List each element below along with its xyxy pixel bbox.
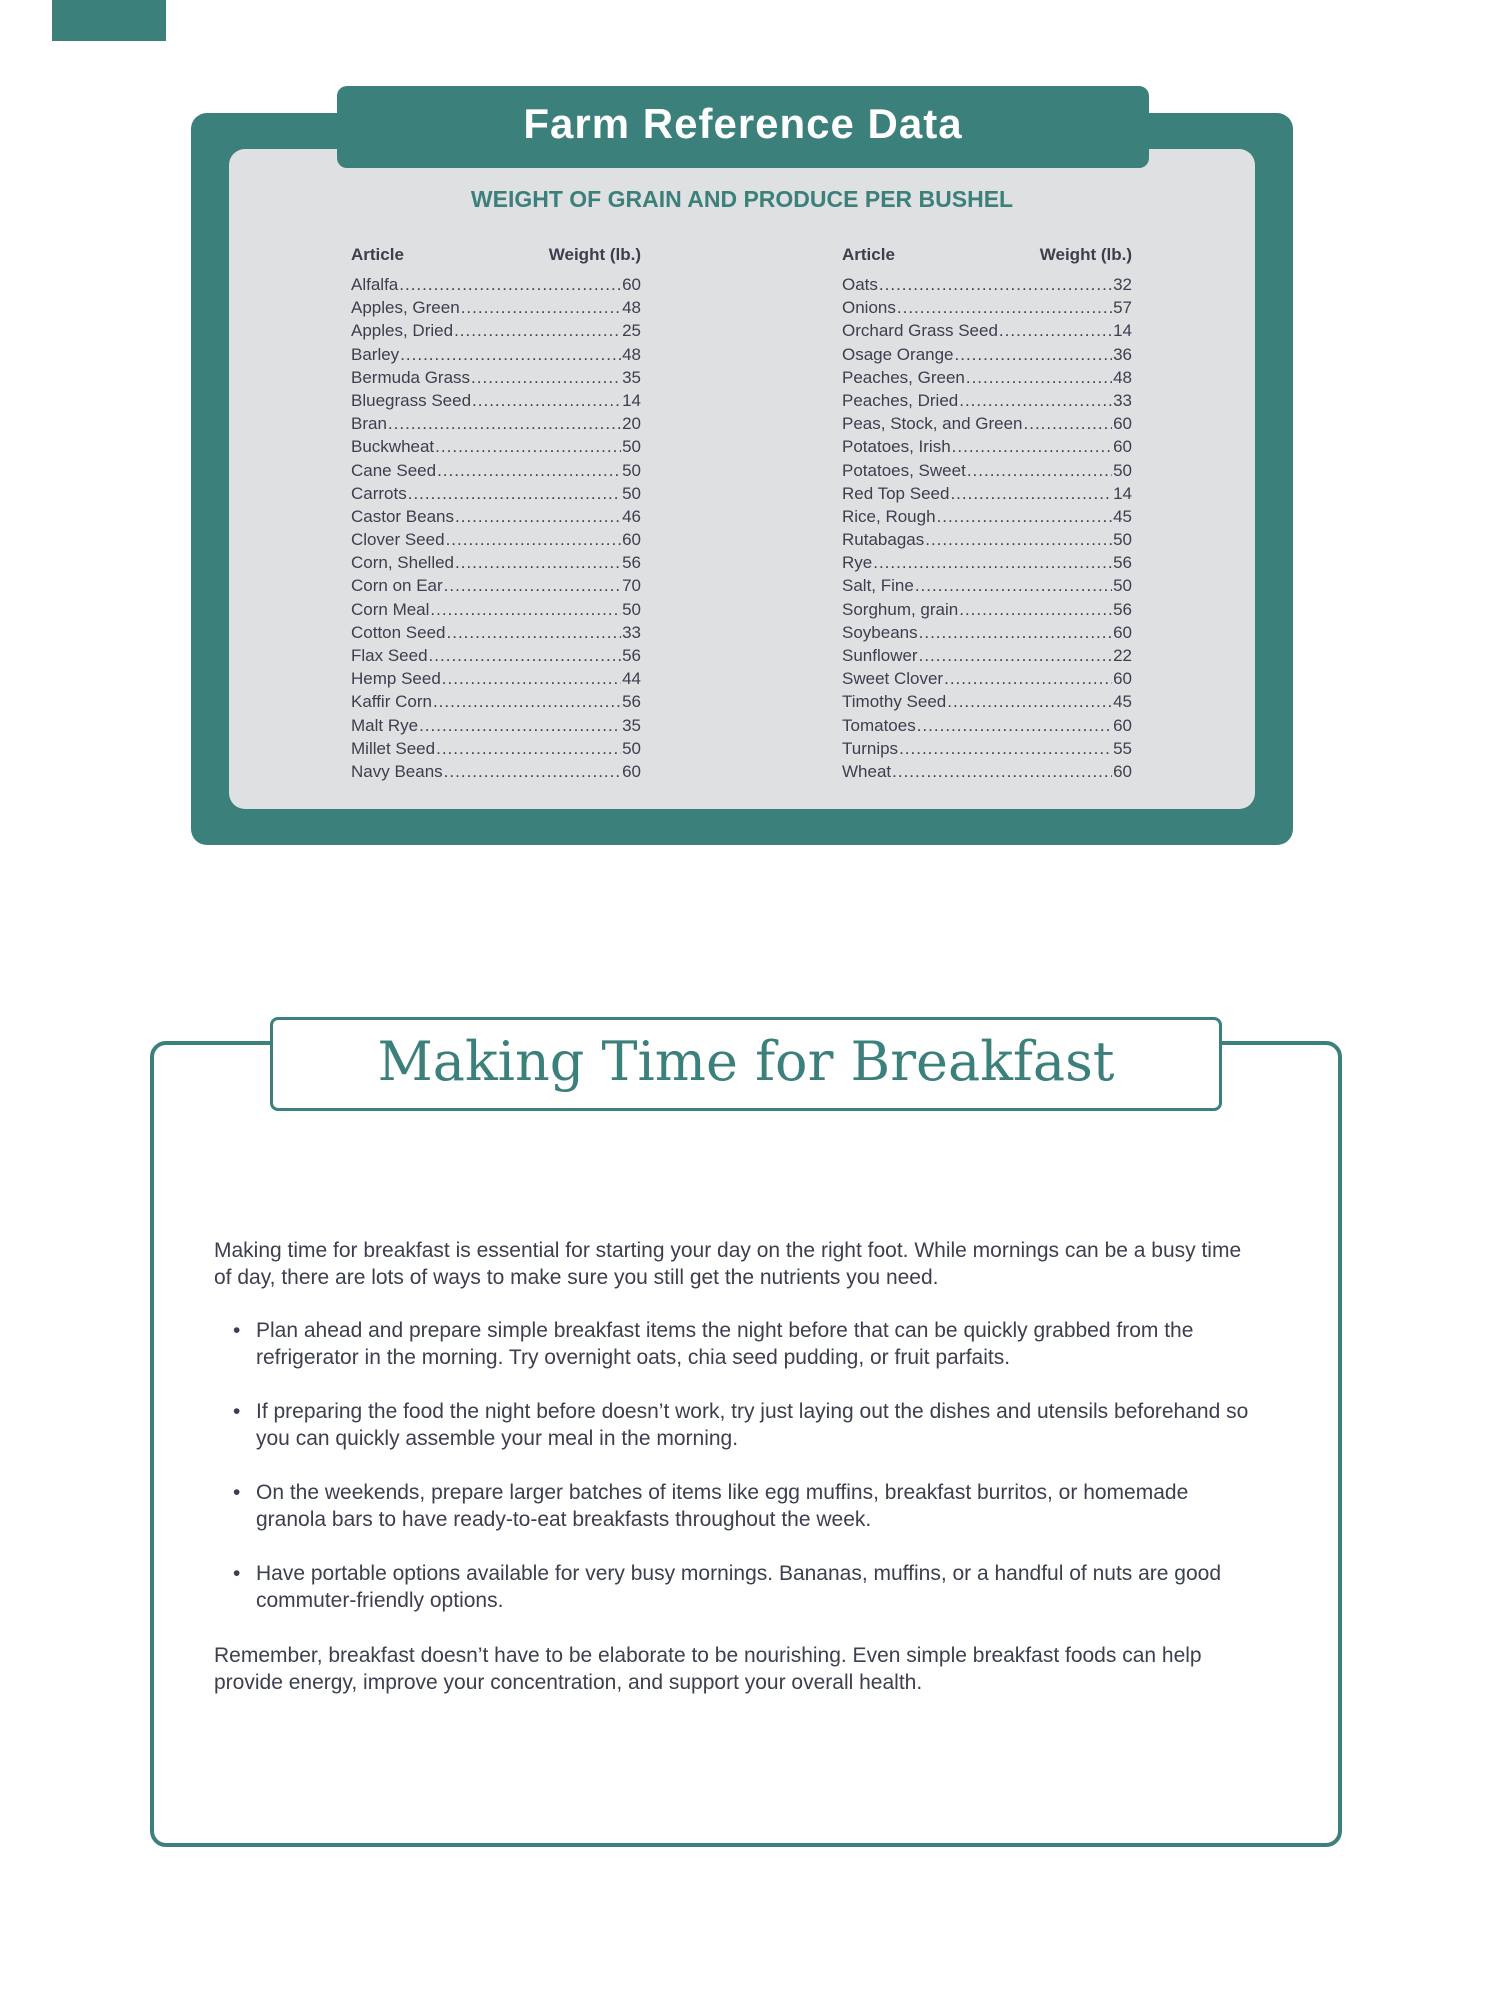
article-name: Rye xyxy=(842,553,873,573)
article-name: Orchard Grass Seed xyxy=(842,321,998,341)
list-item xyxy=(214,1317,1264,1371)
dot-leader xyxy=(435,437,621,457)
breakfast-body xyxy=(214,1237,1264,1696)
article-weight: 32 xyxy=(1113,275,1132,294)
article-name: Timothy Seed xyxy=(842,692,947,712)
article-weight: 36 xyxy=(1113,344,1132,364)
article-weight: 33 xyxy=(1113,390,1132,410)
article-weight: 60 xyxy=(622,275,641,294)
article-weight: 33 xyxy=(622,622,641,642)
breakfast-title-box xyxy=(270,1017,1222,1111)
article-name: Turnips xyxy=(842,738,899,758)
table-column-right xyxy=(842,245,1132,785)
bullet-icon: • xyxy=(233,1400,241,1423)
dot-leader xyxy=(899,739,1112,759)
article-name: Buckwheat xyxy=(351,437,435,457)
article-name: Osage Orange xyxy=(842,344,954,364)
table-row xyxy=(842,692,1132,715)
article-weight: 14 xyxy=(1113,483,1132,503)
article-weight: 55 xyxy=(1113,738,1132,758)
dot-leader xyxy=(399,275,621,295)
dot-leader xyxy=(408,484,621,504)
table-row xyxy=(842,321,1132,344)
dot-leader xyxy=(892,762,1112,782)
article-name: Bermuda Grass xyxy=(351,367,471,387)
article-weight: 14 xyxy=(1113,321,1132,341)
list-item-text: Have portable options available for very busy mornings. Bananas, muffins, or a handful of nuts are good commuter-friendly options. xyxy=(256,1562,1222,1612)
table-row xyxy=(842,762,1132,785)
article-name: Cane Seed xyxy=(351,460,437,480)
dot-leader xyxy=(436,739,621,759)
table-column-left xyxy=(351,245,641,785)
article-name: Tomatoes xyxy=(842,715,916,735)
table-row xyxy=(842,345,1132,368)
article-weight: 60 xyxy=(1113,437,1132,457)
dot-leader xyxy=(944,669,1112,689)
dot-leader xyxy=(419,716,621,736)
table-row xyxy=(351,692,641,715)
table-row xyxy=(351,414,641,437)
dot-leader xyxy=(437,461,621,481)
table-row xyxy=(351,762,641,785)
dot-leader xyxy=(455,507,621,527)
table-row xyxy=(351,739,641,762)
dot-leader xyxy=(400,345,621,365)
dot-leader xyxy=(442,669,621,689)
article-name: Peas, Stock, and Green xyxy=(842,414,1023,434)
article-name: Bluegrass Seed xyxy=(351,390,472,410)
dot-leader xyxy=(919,646,1112,666)
farm-subtitle: WEIGHT OF GRAIN AND PRODUCE PER BUSHEL xyxy=(470,186,1014,212)
dot-leader xyxy=(967,461,1112,481)
article-weight: 50 xyxy=(622,437,641,457)
article-name: Hemp Seed xyxy=(351,669,441,689)
article-weight: 35 xyxy=(622,367,641,387)
table-row xyxy=(842,275,1132,298)
dot-leader xyxy=(433,692,621,712)
article-name: Peaches, Green xyxy=(842,367,965,387)
article-weight: 45 xyxy=(1113,506,1132,526)
article-name: Soybeans xyxy=(842,622,918,642)
article-name: Corn on Ear xyxy=(351,576,443,596)
table-row xyxy=(351,368,641,391)
article-weight: 70 xyxy=(622,576,641,596)
article-weight: 46 xyxy=(622,506,641,526)
table-row xyxy=(842,507,1132,530)
table-row xyxy=(842,391,1132,414)
article-name: Apples, Green xyxy=(351,298,460,318)
bullet-icon: • xyxy=(233,1319,241,1342)
article-weight: 56 xyxy=(1113,599,1132,619)
article-name: Corn Meal xyxy=(351,599,430,619)
article-name: Onions xyxy=(842,298,896,318)
article-weight: 56 xyxy=(622,692,641,712)
article-name: Barley xyxy=(351,344,400,364)
dot-leader xyxy=(429,646,622,666)
article-name: Sweet Clover xyxy=(842,669,944,689)
article-weight: 57 xyxy=(1113,298,1132,318)
table-row xyxy=(842,576,1132,599)
dot-leader xyxy=(454,321,621,341)
table-row xyxy=(351,298,641,321)
table-row xyxy=(351,275,641,298)
article-name: Salt, Fine xyxy=(842,576,914,596)
dot-leader xyxy=(461,298,621,318)
article-name: Potatoes, Sweet xyxy=(842,460,966,480)
dot-leader xyxy=(1024,414,1113,434)
column-header xyxy=(351,245,641,267)
article-weight: 60 xyxy=(1113,669,1132,689)
article-weight: 48 xyxy=(622,298,641,318)
table-row xyxy=(351,391,641,414)
dot-leader xyxy=(444,576,621,596)
article-weight: 60 xyxy=(1113,761,1132,781)
breakfast-closing: Remember, breakfast doesn’t have to be elaborate to be nourishing. Even simple breakfast foods can help provide energy, improve your concentration, and support your overall health. xyxy=(214,1644,1202,1694)
table-row xyxy=(351,484,641,507)
article-weight: 56 xyxy=(1113,553,1132,573)
dot-leader xyxy=(937,507,1113,527)
article-weight: 48 xyxy=(622,344,641,364)
article-name: Wheat xyxy=(842,761,892,781)
column-header-article: Article xyxy=(842,245,895,264)
dot-leader xyxy=(444,762,621,782)
dot-leader xyxy=(897,298,1112,318)
article-weight: 50 xyxy=(622,483,641,503)
table-row xyxy=(842,646,1132,669)
article-name: Malt Rye xyxy=(351,715,419,735)
article-weight: 48 xyxy=(1113,367,1132,387)
article-name: Rutabagas xyxy=(842,530,925,550)
table-row xyxy=(842,739,1132,762)
table-row xyxy=(351,530,641,553)
article-name: Navy Beans xyxy=(351,761,443,781)
article-name: Clover Seed xyxy=(351,530,445,550)
table-row xyxy=(351,623,641,646)
article-name: Castor Beans xyxy=(351,506,454,526)
column-header xyxy=(842,245,1132,267)
article-weight: 60 xyxy=(1113,622,1132,642)
breakfast-title: Making Time for Breakfast xyxy=(377,1030,1115,1093)
article-name: Alfalfa xyxy=(351,275,399,294)
dot-leader xyxy=(430,600,621,620)
dot-leader xyxy=(873,553,1112,573)
article-weight: 25 xyxy=(622,321,641,341)
article-weight: 60 xyxy=(622,530,641,550)
article-weight: 14 xyxy=(622,390,641,410)
table-row xyxy=(842,600,1132,623)
dot-leader xyxy=(966,368,1112,388)
dot-leader xyxy=(879,275,1112,295)
table-row xyxy=(351,646,641,669)
bullet-icon: • xyxy=(233,1562,241,1585)
breakfast-intro: Making time for breakfast is essential for starting your day on the right foot. While mornings can be a busy time of day, there are lots of ways to make sure you still get the nutrients you need. xyxy=(214,1239,1242,1289)
table-row xyxy=(842,716,1132,739)
list-item xyxy=(214,1560,1264,1614)
article-weight: 20 xyxy=(622,414,641,434)
article-weight: 50 xyxy=(622,599,641,619)
article-name: Sunflower xyxy=(842,646,918,665)
column-header-article: Article xyxy=(351,245,404,264)
article-weight: 44 xyxy=(622,669,641,689)
list-item-text: On the weekends, prepare larger batches of items like egg muffins, breakfast burritos, or homemade granola bars to have ready-to-eat breakfasts throughout the week. xyxy=(256,1481,1189,1531)
article-name: Potatoes, Irish xyxy=(842,437,951,457)
table-row xyxy=(842,553,1132,576)
dot-leader xyxy=(947,692,1112,712)
article-name: Millet Seed xyxy=(351,738,436,758)
table-row xyxy=(351,576,641,599)
farm-title: Farm Reference Data xyxy=(523,100,963,147)
dot-leader xyxy=(917,716,1112,736)
article-name: Flax Seed xyxy=(351,646,428,665)
table-row xyxy=(842,368,1132,391)
article-weight: 50 xyxy=(1113,576,1132,596)
dot-leader xyxy=(919,623,1112,643)
table-row xyxy=(842,623,1132,646)
article-name: Carrots xyxy=(351,483,407,503)
dot-leader xyxy=(925,530,1112,550)
corner-tab-decoration xyxy=(52,0,166,41)
dot-leader xyxy=(455,553,621,573)
dot-leader xyxy=(447,623,622,643)
dot-leader xyxy=(472,391,621,411)
article-name: Oats xyxy=(842,275,878,294)
dot-leader xyxy=(955,345,1113,365)
article-name: Bran xyxy=(351,414,387,434)
dot-leader xyxy=(959,600,1112,620)
article-name: Apples, Dried xyxy=(351,321,454,341)
farm-title-tab xyxy=(337,86,1149,168)
article-weight: 50 xyxy=(1113,530,1132,550)
article-weight: 56 xyxy=(622,553,641,573)
table-row xyxy=(842,669,1132,692)
list-item-text: Plan ahead and prepare simple breakfast items the night before that can be quickly grabbed from the refrigerator in the morning. Try overnight oats, chia seed pudding, or fruit parfaits. xyxy=(256,1319,1194,1369)
article-name: Rice, Rough xyxy=(842,506,936,526)
column-header-weight: Weight (lb.) xyxy=(1039,245,1132,264)
dot-leader xyxy=(471,368,621,388)
table-row xyxy=(351,507,641,530)
table-row xyxy=(842,461,1132,484)
article-weight: 45 xyxy=(1113,692,1132,712)
article-weight: 50 xyxy=(622,738,641,758)
table-row xyxy=(351,553,641,576)
list-item xyxy=(214,1398,1264,1452)
list-item xyxy=(214,1479,1264,1533)
article-name: Corn, Shelled xyxy=(351,553,455,573)
article-name: Peaches, Dried xyxy=(842,390,959,410)
table-row xyxy=(842,530,1132,553)
table-row xyxy=(351,345,641,368)
table-row xyxy=(351,600,641,623)
dot-leader xyxy=(952,437,1112,457)
article-name: Kaffir Corn xyxy=(351,692,432,712)
dot-leader xyxy=(999,321,1112,341)
table-row xyxy=(351,461,641,484)
dot-leader xyxy=(388,414,621,434)
dot-leader xyxy=(915,576,1112,596)
article-name: Sorghum, grain xyxy=(842,599,959,619)
article-name: Red Top Seed xyxy=(842,483,950,503)
bullet-icon: • xyxy=(233,1481,241,1504)
table-row xyxy=(842,298,1132,321)
dot-leader xyxy=(446,530,622,550)
article-weight: 22 xyxy=(1113,646,1132,665)
table-row xyxy=(351,716,641,739)
table-row xyxy=(842,414,1132,437)
article-weight: 60 xyxy=(622,761,641,781)
table-row xyxy=(351,321,641,344)
list-item-text: If preparing the food the night before doesn’t work, try just laying out the dishes and utensils beforehand so you can quickly assemble your meal in the morning. xyxy=(256,1400,1249,1450)
column-header-weight: Weight (lb.) xyxy=(548,245,641,264)
dot-leader xyxy=(959,391,1112,411)
article-weight: 50 xyxy=(622,460,641,480)
article-weight: 60 xyxy=(1113,715,1132,735)
article-weight: 50 xyxy=(1113,460,1132,480)
table-row xyxy=(351,669,641,692)
table-row xyxy=(842,484,1132,507)
article-weight: 56 xyxy=(622,646,641,665)
table-row xyxy=(842,437,1132,460)
article-weight: 35 xyxy=(622,715,641,735)
article-name: Cotton Seed xyxy=(351,622,446,642)
table-row xyxy=(351,437,641,460)
dot-leader xyxy=(950,484,1112,504)
breakfast-tips-list xyxy=(214,1317,1264,1614)
article-weight: 60 xyxy=(1113,414,1132,434)
